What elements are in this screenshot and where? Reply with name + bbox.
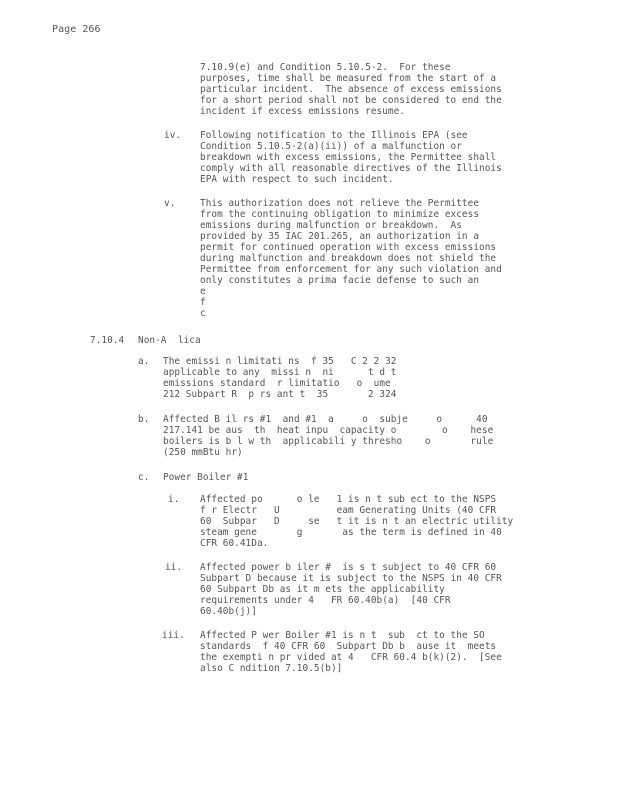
- text-line: Condition 5.10.5-2(a)(ii)) of a malfunction or: [200, 141, 462, 152]
- section-number: 7.10.4: [90, 335, 125, 346]
- text-line: during malfunction and breakdown does not shield the: [200, 253, 497, 264]
- text-line: Affected power b iler # is s t subject to 40 CFR 60: [200, 562, 497, 573]
- text-line: applicable to any missi n ni t d t: [163, 367, 397, 378]
- text-line: 60 Subpar D se t it is n t an electric utility: [200, 516, 514, 527]
- text-line: also C ndition 7.10.5(b)]: [200, 663, 343, 674]
- text-line: f r Electr U eam Generating Units (40 CFR: [200, 505, 497, 516]
- text-line: Subpart D because it is subject to the NSPS in 40 CFR: [200, 573, 502, 584]
- text-line: standards f 40 CFR 60 Subpart Db b ause it meets: [200, 641, 497, 652]
- text-line: incident if excess emissions resume.: [200, 106, 405, 117]
- text-line: permit for continued operation with excess emissions: [200, 242, 497, 253]
- text-line: CFR 60.41Da.: [200, 538, 269, 549]
- list-marker: iii.: [162, 630, 185, 641]
- text-line: from the continuing obligation to minimize excess: [200, 209, 480, 220]
- page-number: Page 266: [52, 24, 101, 35]
- text-line: breakdown with excess emissions, the Permittee shall: [200, 152, 497, 163]
- text-line: 60.40b(j)]: [200, 606, 257, 617]
- text-line: (250 mmBtu hr): [163, 447, 243, 458]
- text-line: The emissi n limitati ns f 35 C 2 2 32: [163, 356, 397, 367]
- section-title: Non-A lica: [138, 335, 201, 346]
- text-line: for a short period shall not be considered to end the: [200, 95, 502, 106]
- text-line: Affected po o le 1 is n t sub ect to the NSPS: [200, 494, 497, 505]
- list-marker: a.: [138, 356, 150, 367]
- text-line: EPA with respect to such incident.: [200, 174, 394, 185]
- text-line: comply with all reasonable directives of the Illinois: [200, 163, 502, 174]
- list-marker: iv.: [164, 130, 182, 141]
- text-line: Permittee from enforcement for any such violation and: [200, 264, 502, 275]
- text-line: boilers is b l w th applicabili y thresho o rule: [163, 436, 494, 447]
- text-line: f: [200, 297, 206, 308]
- text-line: steam gene g as the term is defined in 40: [200, 527, 502, 538]
- text-line: Affected B il rs #1 and #1 a o subje o 40: [163, 414, 488, 425]
- text-line: the exempti n pr vided at 4 CFR 60.4 b(k)(2). [See: [200, 652, 502, 663]
- text-line: particular incident. The absence of excess emissions: [200, 84, 502, 95]
- text-line: 212 Subpart R p rs ant t 35 2 324: [163, 389, 397, 400]
- text-line: Affected P wer Boiler #1 is n t sub ct to the SO: [200, 630, 485, 641]
- text-line: This authorization does not relieve the Permittee: [200, 198, 480, 209]
- list-marker: v.: [164, 198, 176, 209]
- text-line: c: [200, 308, 206, 319]
- list-marker: ii.: [165, 562, 183, 573]
- text-line: 217.141 be aus th heat inpu capacity o o hese: [163, 425, 494, 436]
- text-line: purposes, time shall be measured from the start of a: [200, 73, 497, 84]
- list-marker: i.: [168, 494, 180, 505]
- text-line: requirements under 4 FR 60.40b(a) [40 CFR: [200, 595, 451, 606]
- text-line: 7.10.9(e) and Condition 5.10.5-2. For these: [200, 62, 451, 73]
- text-line: provided by 35 IAC 201.265, an authorization in a: [200, 231, 480, 242]
- text-line: emissions standard r limitatio o ume: [163, 378, 391, 389]
- text-line: Following notification to the Illinois EPA (see: [200, 130, 468, 141]
- text-line: 60 Subpart Db as it m ets the applicability: [200, 584, 445, 595]
- list-marker: c.: [138, 472, 150, 483]
- list-marker: b.: [138, 414, 150, 425]
- text-line: e: [200, 286, 206, 297]
- text-line: emissions during malfunction or breakdown. As: [200, 220, 462, 231]
- subsection-title: Power Boiler #1: [163, 472, 249, 483]
- text-line: only constitutes a prima facie defense to such an: [200, 275, 480, 286]
